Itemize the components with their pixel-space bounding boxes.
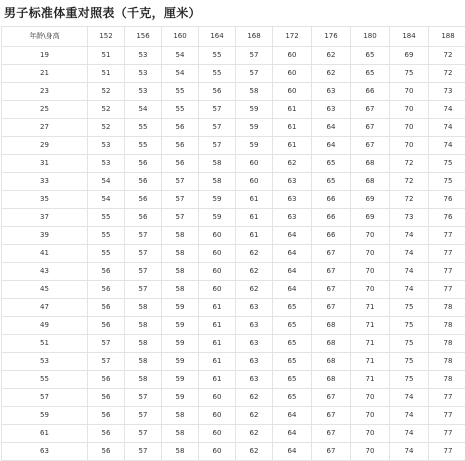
weight-cell: 71 [351,299,390,317]
weight-cell: 57 [162,173,199,191]
weight-cell: 59 [236,137,273,155]
weight-cell: 76 [429,191,465,209]
weight-cell: 66 [312,227,351,245]
weight-cell: 64 [273,245,312,263]
weight-cell: 56 [125,155,162,173]
weight-cell: 65 [273,335,312,353]
age-cell: 37 [2,209,88,227]
age-cell: 35 [2,191,88,209]
weight-cell: 59 [199,209,236,227]
weight-cell: 72 [429,65,465,83]
weight-cell: 57 [125,389,162,407]
weight-cell: 63 [273,209,312,227]
table-row [2,47,465,65]
weight-cell: 60 [273,47,312,65]
age-cell: 55 [2,371,88,389]
age-cell: 53 [2,353,88,371]
weight-cell: 71 [351,353,390,371]
weight-cell: 56 [88,407,125,425]
weight-cell: 70 [351,263,390,281]
weight-cell: 58 [125,299,162,317]
weight-cell: 59 [236,101,273,119]
weight-cell: 56 [162,137,199,155]
weight-cell: 56 [162,119,199,137]
weight-cell: 58 [125,371,162,389]
weight-table [1,26,465,461]
weight-cell: 65 [273,317,312,335]
weight-cell: 75 [390,335,429,353]
age-cell: 43 [2,263,88,281]
age-cell: 29 [2,137,88,155]
weight-cell: 66 [312,191,351,209]
table-row [2,245,465,263]
weight-cell: 59 [162,335,199,353]
table-row [2,317,465,335]
weight-cell: 60 [199,425,236,443]
weight-cell: 74 [390,263,429,281]
weight-cell: 74 [390,443,429,461]
weight-cell: 70 [351,245,390,263]
weight-cell: 61 [199,299,236,317]
weight-cell: 65 [273,371,312,389]
age-cell: 45 [2,281,88,299]
weight-cell: 55 [199,47,236,65]
weight-cell: 57 [162,191,199,209]
weight-cell: 74 [390,281,429,299]
weight-cell: 78 [429,335,465,353]
weight-cell: 75 [429,173,465,191]
age-cell: 19 [2,47,88,65]
weight-cell: 53 [125,47,162,65]
weight-cell: 58 [162,263,199,281]
age-cell: 31 [2,155,88,173]
weight-cell: 57 [236,47,273,65]
height-header-cell: 152 [88,27,125,47]
age-cell: 23 [2,83,88,101]
weight-cell: 52 [88,119,125,137]
weight-cell: 65 [312,155,351,173]
weight-cell: 61 [236,209,273,227]
weight-cell: 54 [162,47,199,65]
weight-cell: 63 [236,299,273,317]
weight-cell: 64 [273,443,312,461]
weight-cell: 60 [199,281,236,299]
table-row [2,119,465,137]
weight-cell: 57 [162,209,199,227]
weight-cell: 76 [429,209,465,227]
weight-cell: 63 [273,173,312,191]
table-row [2,425,465,443]
table-row [2,137,465,155]
weight-cell: 64 [273,425,312,443]
weight-cell: 63 [236,353,273,371]
weight-cell: 63 [273,191,312,209]
weight-cell: 57 [125,443,162,461]
age-cell: 41 [2,245,88,263]
weight-cell: 63 [236,371,273,389]
age-cell: 59 [2,407,88,425]
weight-cell: 60 [236,173,273,191]
weight-cell: 73 [390,209,429,227]
table-row [2,335,465,353]
weight-cell: 54 [162,65,199,83]
weight-cell: 63 [312,83,351,101]
age-cell: 25 [2,101,88,119]
age-cell: 57 [2,389,88,407]
weight-cell: 62 [312,47,351,65]
weight-cell: 56 [199,83,236,101]
weight-cell: 67 [312,425,351,443]
weight-cell: 74 [429,101,465,119]
age-cell: 21 [2,65,88,83]
weight-cell: 77 [429,407,465,425]
weight-cell: 56 [125,209,162,227]
weight-cell: 55 [125,119,162,137]
weight-cell: 58 [162,245,199,263]
weight-cell: 78 [429,371,465,389]
weight-cell: 71 [351,317,390,335]
weight-cell: 53 [125,83,162,101]
weight-cell: 72 [429,47,465,65]
table-row [2,227,465,245]
height-header-cell: 184 [390,27,429,47]
weight-cell: 57 [199,101,236,119]
weight-cell: 56 [162,155,199,173]
weight-cell: 65 [351,65,390,83]
weight-cell: 57 [125,263,162,281]
weight-cell: 58 [199,155,236,173]
weight-cell: 55 [162,101,199,119]
weight-cell: 54 [125,101,162,119]
weight-cell: 70 [390,119,429,137]
weight-cell: 68 [351,155,390,173]
weight-cell: 61 [236,191,273,209]
table-row [2,371,465,389]
weight-cell: 77 [429,425,465,443]
weight-cell: 67 [312,245,351,263]
weight-cell: 61 [273,137,312,155]
weight-cell: 53 [88,155,125,173]
weight-cell: 70 [351,425,390,443]
weight-cell: 55 [88,209,125,227]
weight-cell: 70 [351,443,390,461]
weight-cell: 63 [236,317,273,335]
weight-cell: 55 [199,65,236,83]
weight-cell: 55 [88,245,125,263]
table-row [2,263,465,281]
weight-cell: 62 [236,389,273,407]
weight-cell: 70 [390,137,429,155]
age-cell: 61 [2,425,88,443]
weight-cell: 75 [390,317,429,335]
table-row [2,209,465,227]
weight-cell: 58 [125,317,162,335]
weight-cell: 61 [199,317,236,335]
weight-cell: 74 [390,407,429,425]
age-cell: 51 [2,335,88,353]
weight-cell: 68 [312,371,351,389]
table-row [2,83,465,101]
weight-cell: 75 [390,353,429,371]
table-row [2,353,465,371]
table-row [2,65,465,83]
weight-cell: 60 [199,389,236,407]
weight-cell: 59 [162,389,199,407]
weight-cell: 57 [88,335,125,353]
weight-cell: 78 [429,299,465,317]
weight-cell: 77 [429,245,465,263]
weight-cell: 74 [390,425,429,443]
weight-cell: 56 [88,389,125,407]
weight-cell: 64 [312,119,351,137]
weight-cell: 69 [351,209,390,227]
height-header-cell: 172 [273,27,312,47]
weight-cell: 78 [429,353,465,371]
weight-cell: 56 [125,191,162,209]
table-row [2,389,465,407]
weight-cell: 62 [273,155,312,173]
weight-cell: 57 [125,227,162,245]
weight-cell: 64 [273,281,312,299]
height-header-cell: 176 [312,27,351,47]
weight-cell: 70 [390,101,429,119]
weight-cell: 72 [390,191,429,209]
weight-cell: 58 [162,443,199,461]
height-header-cell: 156 [125,27,162,47]
weight-cell: 77 [429,389,465,407]
weight-cell: 74 [429,119,465,137]
weight-cell: 61 [199,371,236,389]
weight-cell: 65 [312,173,351,191]
weight-cell: 77 [429,227,465,245]
weight-cell: 68 [312,353,351,371]
weight-cell: 78 [429,317,465,335]
weight-cell: 52 [88,83,125,101]
height-header-cell: 164 [199,27,236,47]
weight-cell: 63 [236,335,273,353]
weight-cell: 67 [312,389,351,407]
weight-cell: 56 [125,173,162,191]
weight-cell: 74 [390,227,429,245]
weight-cell: 51 [88,65,125,83]
table-body [2,47,465,461]
weight-cell: 58 [125,353,162,371]
weight-cell: 72 [390,155,429,173]
table-row [2,155,465,173]
weight-cell: 64 [273,407,312,425]
weight-cell: 60 [199,245,236,263]
weight-cell: 62 [236,443,273,461]
weight-cell: 58 [162,407,199,425]
age-cell: 27 [2,119,88,137]
weight-cell: 60 [236,155,273,173]
weight-cell: 59 [162,353,199,371]
weight-cell: 64 [273,227,312,245]
weight-cell: 77 [429,263,465,281]
weight-cell: 58 [236,83,273,101]
weight-cell: 68 [312,317,351,335]
weight-cell: 71 [351,371,390,389]
weight-cell: 65 [273,353,312,371]
weight-cell: 57 [236,65,273,83]
height-header-cell: 168 [236,27,273,47]
weight-cell: 59 [162,299,199,317]
weight-cell: 64 [312,137,351,155]
weight-cell: 73 [429,83,465,101]
weight-cell: 56 [88,263,125,281]
weight-cell: 57 [125,245,162,263]
weight-cell: 60 [273,65,312,83]
table-header-row [2,27,465,47]
weight-cell: 70 [351,281,390,299]
table-row [2,299,465,317]
weight-cell: 58 [125,335,162,353]
weight-cell: 59 [199,191,236,209]
weight-cell: 75 [390,371,429,389]
weight-cell: 61 [236,227,273,245]
weight-cell: 53 [88,137,125,155]
weight-cell: 55 [88,227,125,245]
weight-cell: 57 [125,407,162,425]
table-row [2,101,465,119]
age-cell: 33 [2,173,88,191]
weight-cell: 67 [351,119,390,137]
age-cell: 47 [2,299,88,317]
weight-cell: 56 [88,371,125,389]
weight-cell: 59 [162,371,199,389]
weight-cell: 77 [429,443,465,461]
weight-cell: 67 [351,101,390,119]
weight-cell: 59 [162,317,199,335]
age-cell: 63 [2,443,88,461]
weight-cell: 70 [351,389,390,407]
weight-cell: 67 [312,443,351,461]
weight-cell: 75 [390,65,429,83]
weight-cell: 62 [236,263,273,281]
weight-cell: 62 [236,281,273,299]
weight-cell: 68 [351,173,390,191]
page-title: 男子标准体重对照表（千克，厘米） [4,4,201,21]
weight-cell: 70 [351,227,390,245]
weight-cell: 67 [312,263,351,281]
weight-cell: 58 [162,425,199,443]
weight-cell: 58 [162,227,199,245]
weight-cell: 67 [312,281,351,299]
weight-cell: 57 [125,425,162,443]
weight-cell: 62 [312,65,351,83]
weight-cell: 52 [88,101,125,119]
weight-cell: 55 [162,83,199,101]
weight-cell: 56 [88,425,125,443]
weight-cell: 67 [351,137,390,155]
weight-cell: 57 [88,353,125,371]
weight-cell: 59 [236,119,273,137]
height-header-cell: 188 [429,27,465,47]
age-cell: 39 [2,227,88,245]
table-row [2,173,465,191]
weight-cell: 74 [390,245,429,263]
weight-cell: 67 [312,299,351,317]
weight-cell: 74 [429,137,465,155]
weight-cell: 57 [199,119,236,137]
weight-cell: 66 [312,209,351,227]
weight-cell: 54 [88,191,125,209]
weight-cell: 70 [351,407,390,425]
weight-cell: 51 [88,47,125,65]
weight-cell: 57 [125,281,162,299]
weight-cell: 66 [351,83,390,101]
weight-cell: 55 [125,137,162,155]
weight-cell: 77 [429,281,465,299]
weight-cell: 60 [199,263,236,281]
weight-cell: 63 [312,101,351,119]
weight-cell: 69 [351,191,390,209]
height-header-cell: 180 [351,27,390,47]
weight-cell: 57 [199,137,236,155]
weight-cell: 67 [312,407,351,425]
weight-cell: 56 [88,443,125,461]
weight-cell: 54 [88,173,125,191]
weight-cell: 62 [236,407,273,425]
weight-cell: 58 [162,281,199,299]
weight-cell: 60 [199,227,236,245]
weight-cell: 61 [273,119,312,137]
weight-cell: 60 [199,443,236,461]
weight-cell: 58 [199,173,236,191]
weight-cell: 74 [390,389,429,407]
weight-cell: 60 [199,407,236,425]
corner-header-cell: 年龄\身高 [2,27,88,47]
weight-cell: 70 [390,83,429,101]
weight-cell: 60 [273,83,312,101]
height-header-cell: 160 [162,27,199,47]
weight-cell: 56 [88,317,125,335]
weight-cell: 65 [273,389,312,407]
table-row [2,191,465,209]
age-cell: 49 [2,317,88,335]
weight-cell: 61 [199,335,236,353]
weight-cell: 65 [351,47,390,65]
weight-cell: 56 [88,299,125,317]
weight-cell: 56 [88,281,125,299]
table-row [2,281,465,299]
weight-cell: 75 [390,299,429,317]
weight-cell: 64 [273,263,312,281]
weight-cell: 69 [390,47,429,65]
weight-cell: 61 [199,353,236,371]
weight-cell: 62 [236,425,273,443]
table-row [2,407,465,425]
weight-cell: 71 [351,335,390,353]
weight-cell: 65 [273,299,312,317]
weight-cell: 75 [429,155,465,173]
weight-cell: 68 [312,335,351,353]
weight-cell: 61 [273,101,312,119]
weight-cell: 62 [236,245,273,263]
weight-cell: 72 [390,173,429,191]
weight-cell: 53 [125,65,162,83]
